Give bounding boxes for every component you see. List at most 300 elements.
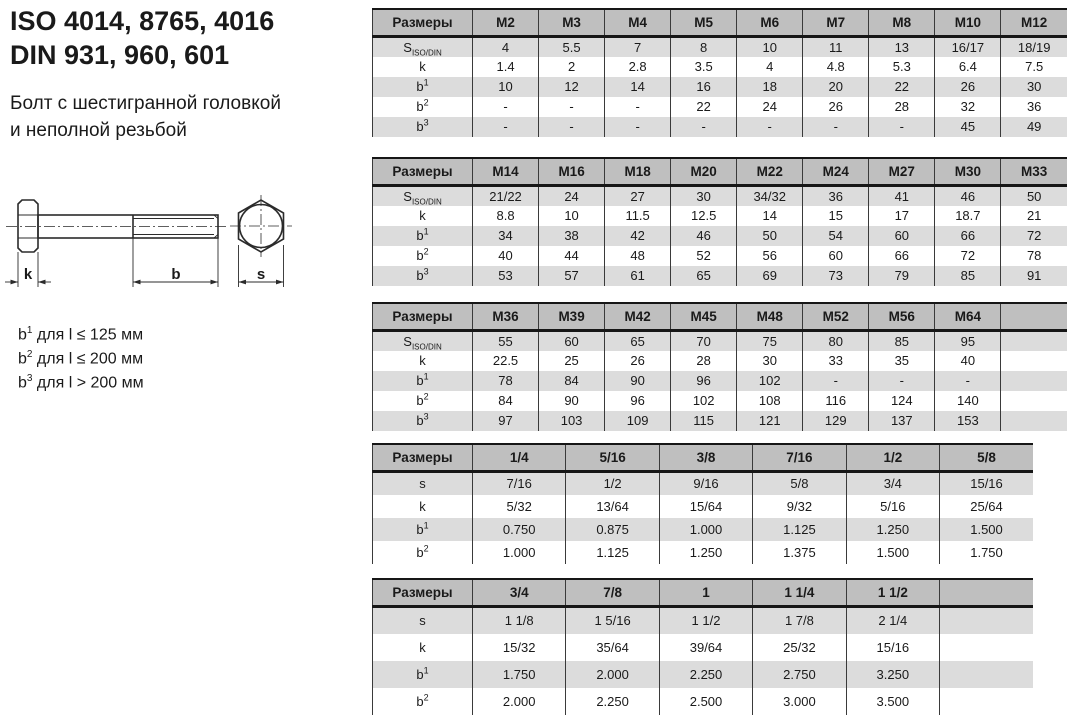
- value-cell: 129: [803, 411, 869, 431]
- table-row: [373, 117, 1067, 137]
- row-label: $b^2$: [373, 541, 473, 564]
- row-label: $b^2$: [373, 97, 473, 117]
- row-label: $b^2$: [373, 391, 473, 411]
- table-row: [373, 186, 1067, 206]
- table-row: [373, 37, 1067, 57]
- header-row: [373, 444, 1034, 472]
- size-header: M27: [869, 158, 935, 186]
- header-row: [373, 158, 1067, 186]
- size-header: 5/8: [940, 444, 1033, 472]
- value-cell: 27: [605, 186, 671, 206]
- table-row: [373, 351, 1067, 371]
- value-cell: 84: [473, 391, 539, 411]
- sizes-column-header: Размеры: [373, 158, 473, 186]
- value-cell: -: [935, 371, 1001, 391]
- value-cell: 55: [473, 331, 539, 351]
- size-header: [1001, 303, 1067, 331]
- value-cell: 108: [737, 391, 803, 411]
- bolt-side-view: [5, 200, 228, 287]
- value-cell: 39/64: [659, 634, 752, 661]
- value-cell: 6.4: [935, 57, 1001, 77]
- value-cell: -: [869, 117, 935, 137]
- value-cell: 10: [737, 37, 803, 57]
- row-label: k: [373, 634, 473, 661]
- value-cell: 80: [803, 331, 869, 351]
- value-cell: 90: [605, 371, 671, 391]
- value-cell: 73: [803, 266, 869, 286]
- size-header: M4: [605, 9, 671, 37]
- size-header: M52: [803, 303, 869, 331]
- dimension-k: [5, 252, 51, 287]
- row-label: k: [373, 351, 473, 371]
- value-cell: 109: [605, 411, 671, 431]
- value-cell: 0.750: [473, 518, 566, 541]
- value-cell: 35: [869, 351, 935, 371]
- value-cell: 36: [1026, 99, 1042, 114]
- value-cell: [1001, 391, 1067, 411]
- value-cell: 65: [671, 266, 737, 286]
- value-cell: 3.500: [846, 688, 939, 715]
- subtitle: [10, 90, 281, 144]
- size-header: 5/16: [566, 444, 659, 472]
- value-cell: 26: [803, 97, 869, 117]
- value-cell: 1.750: [473, 661, 566, 688]
- size-header: 1 1/4: [753, 579, 846, 607]
- value-cell: 66: [935, 226, 1001, 246]
- value-cell: 121: [737, 411, 803, 431]
- value-cell: 22.5: [473, 351, 539, 371]
- value-cell: 102: [737, 371, 803, 391]
- title-din: DIN 931, 960, 601: [10, 40, 230, 70]
- value-cell: 15/32: [473, 634, 566, 661]
- value-cell: 18: [737, 77, 803, 97]
- table-wrap-inch-large: [372, 578, 1033, 715]
- table-row: [373, 411, 1067, 431]
- size-header: 3/8: [659, 444, 752, 472]
- value-cell: 40: [473, 246, 539, 266]
- value-cell: -: [605, 97, 671, 117]
- value-cell: 34/32: [737, 186, 803, 206]
- size-header: M8: [869, 9, 935, 37]
- value-cell: 24: [737, 97, 803, 117]
- size-header: 1: [659, 579, 752, 607]
- value-cell: 90: [539, 391, 605, 411]
- value-cell: 102: [671, 391, 737, 411]
- value-cell: 1 7/8: [753, 607, 846, 634]
- row-label: $S_{ISO/DIN}$: [373, 186, 473, 206]
- value-cell: 30: [1026, 79, 1042, 94]
- value-cell: 53: [473, 266, 539, 286]
- value-cell: 15/16: [846, 634, 939, 661]
- value-cell: 25/64: [970, 498, 1003, 514]
- table-row: [373, 226, 1067, 246]
- bolt-technical-drawing: [0, 190, 340, 305]
- value-cell: 2.750: [753, 661, 846, 688]
- metric-table-m2-m12: [372, 8, 1067, 137]
- value-cell: 22: [869, 77, 935, 97]
- dimension-b: [133, 238, 218, 287]
- size-header: M36: [473, 303, 539, 331]
- row-label: $b^1$: [373, 518, 473, 541]
- value-cell: 15/64: [659, 495, 752, 518]
- table-row: [373, 266, 1067, 286]
- value-cell: 103: [539, 411, 605, 431]
- value-cell: 1/2: [566, 472, 659, 495]
- value-cell: [940, 688, 1033, 715]
- value-cell: 1.500: [846, 541, 939, 564]
- value-cell: 95: [935, 331, 1001, 351]
- value-cell: 49: [1026, 119, 1042, 134]
- value-cell: 8.8: [473, 206, 539, 226]
- value-cell: 1.250: [846, 518, 939, 541]
- value-cell: 72: [1026, 228, 1042, 243]
- value-cell: 8: [671, 37, 737, 57]
- value-cell: 2.500: [659, 688, 752, 715]
- value-cell: 28: [869, 97, 935, 117]
- sizes-column-header: Размеры: [373, 9, 473, 37]
- value-cell: 52: [671, 246, 737, 266]
- header-row: [373, 303, 1067, 331]
- value-cell: 35/64: [566, 634, 659, 661]
- title-iso: ISO 4014, 8765, 4016: [10, 6, 275, 36]
- value-cell: 1 1/8: [473, 607, 566, 634]
- value-cell: 2: [539, 57, 605, 77]
- value-cell: 70: [671, 331, 737, 351]
- value-cell: 79: [869, 266, 935, 286]
- size-header: M20: [671, 158, 737, 186]
- value-cell: [940, 607, 1033, 634]
- table-row: [373, 634, 1034, 661]
- value-cell: 50: [1026, 188, 1042, 204]
- footnote: $b^1$ для l ≤ 125 мм: [18, 325, 144, 344]
- value-cell: 72: [935, 246, 1001, 266]
- row-label: $b^2$: [373, 688, 473, 715]
- value-cell: 78: [473, 371, 539, 391]
- value-cell: 153: [935, 411, 1001, 431]
- row-label: $b^1$: [373, 661, 473, 688]
- value-cell: 36: [803, 186, 869, 206]
- size-header: M39: [539, 303, 605, 331]
- metric-table-m14-m33: [372, 157, 1067, 286]
- value-cell: 46: [935, 186, 1001, 206]
- value-cell: 1.250: [659, 541, 752, 564]
- bolt-end-view: [230, 195, 292, 287]
- subtitle-line-2: и неполной резьбой: [10, 120, 187, 141]
- value-cell: 16: [671, 77, 737, 97]
- table-wrap-m14-m33: [372, 157, 1067, 286]
- value-cell: -: [473, 97, 539, 117]
- value-cell: -: [671, 117, 737, 137]
- value-cell: 24: [539, 186, 605, 206]
- sizes-column-header: Размеры: [373, 444, 473, 472]
- value-cell: 1.000: [473, 541, 566, 564]
- value-cell: 5.3: [869, 57, 935, 77]
- value-cell: 41: [869, 186, 935, 206]
- size-header: 1 1/2: [846, 579, 939, 607]
- table-row: [373, 57, 1067, 77]
- value-cell: 2.000: [473, 688, 566, 715]
- value-cell: 2.000: [566, 661, 659, 688]
- value-cell: -: [539, 117, 605, 137]
- header-row: [373, 579, 1034, 607]
- value-cell: 5/32: [473, 495, 566, 518]
- row-label: $b^3$: [373, 411, 473, 431]
- value-cell: 4.8: [803, 57, 869, 77]
- value-cell: 60: [869, 226, 935, 246]
- value-cell: 56: [737, 246, 803, 266]
- value-cell: 21/22: [473, 186, 539, 206]
- value-cell: 85: [869, 331, 935, 351]
- value-cell: 116: [803, 391, 869, 411]
- value-cell: 26: [605, 351, 671, 371]
- value-cell: 45: [935, 117, 1001, 137]
- value-cell: 21: [1026, 208, 1042, 223]
- inch-table-threequarters-to-oneandhalf: [372, 578, 1033, 715]
- row-label: $S_{ISO/DIN}$: [373, 331, 473, 351]
- size-header: 7/8: [566, 579, 659, 607]
- value-cell: 1 1/2: [659, 607, 752, 634]
- value-cell: 78: [1026, 248, 1042, 263]
- value-cell: 2 1/4: [846, 607, 939, 634]
- value-cell: 75: [737, 331, 803, 351]
- value-cell: -: [803, 371, 869, 391]
- header-row: [373, 9, 1067, 37]
- metric-table-m36-m64: [372, 302, 1067, 431]
- value-cell: 12: [539, 77, 605, 97]
- value-cell: 1.000: [659, 518, 752, 541]
- size-header: M10: [935, 9, 1001, 37]
- value-cell: 25: [539, 351, 605, 371]
- value-cell: 1 5/16: [566, 607, 659, 634]
- footnotes: [18, 321, 144, 392]
- size-header: M42: [605, 303, 671, 331]
- row-label: $S_{ISO/DIN}$: [373, 37, 473, 57]
- size-header: 7/16: [753, 444, 846, 472]
- table-row: [373, 541, 1034, 564]
- size-header: 1/2: [846, 444, 939, 472]
- size-header: 1/4: [473, 444, 566, 472]
- value-cell: 5.5: [539, 37, 605, 57]
- value-cell: 40: [935, 351, 1001, 371]
- value-cell: 25/32: [753, 634, 846, 661]
- value-cell: 14: [737, 206, 803, 226]
- table-row: [373, 331, 1067, 351]
- value-cell: [1001, 351, 1067, 371]
- value-cell: 2.8: [605, 57, 671, 77]
- value-cell: 38: [539, 226, 605, 246]
- dim-label-k: k: [23, 266, 33, 283]
- size-header: M22: [737, 158, 803, 186]
- row-label: k: [373, 206, 473, 226]
- size-header: M6: [737, 9, 803, 37]
- sizes-column-header: Размеры: [373, 303, 473, 331]
- value-cell: 2.250: [659, 661, 752, 688]
- value-cell: 96: [671, 371, 737, 391]
- value-cell: 13: [869, 37, 935, 57]
- value-cell: 44: [539, 246, 605, 266]
- value-cell: 9/16: [659, 472, 752, 495]
- value-cell: 97: [473, 411, 539, 431]
- value-cell: 42: [605, 226, 671, 246]
- value-cell: 54: [803, 226, 869, 246]
- table-row: [373, 77, 1067, 97]
- size-header: 3/4: [473, 579, 566, 607]
- table-wrap-m2-m12: [372, 8, 1067, 137]
- table-row: [373, 607, 1034, 634]
- row-label: $b^3$: [373, 117, 473, 137]
- value-cell: 1.4: [473, 57, 539, 77]
- value-cell: 46: [671, 226, 737, 246]
- value-cell: 11: [803, 37, 869, 57]
- row-label: $b^2$: [373, 246, 473, 266]
- table-row: [373, 518, 1034, 541]
- value-cell: 4: [737, 57, 803, 77]
- value-cell: 1.500: [970, 521, 1003, 537]
- value-cell: 69: [737, 266, 803, 286]
- size-header: M2: [473, 9, 539, 37]
- value-cell: 3.250: [846, 661, 939, 688]
- subtitle-line-1: Болт с шестигранной головкой: [10, 93, 281, 114]
- value-cell: 57: [539, 266, 605, 286]
- value-cell: 7/16: [473, 472, 566, 495]
- table-row: [373, 206, 1067, 226]
- value-cell: 91: [1026, 268, 1042, 283]
- table-row: [373, 472, 1034, 495]
- value-cell: 30: [737, 351, 803, 371]
- size-header: M7: [803, 9, 869, 37]
- value-cell: 5/8: [753, 472, 846, 495]
- table-wrap-m36-m64: [372, 302, 1067, 431]
- value-cell: 3.000: [753, 688, 846, 715]
- row-label: s: [373, 607, 473, 634]
- inch-table-quarter-to-fiveeighths: [372, 443, 1033, 564]
- value-cell: [1001, 371, 1067, 391]
- value-cell: 96: [605, 391, 671, 411]
- value-cell: 34: [473, 226, 539, 246]
- size-header: M16: [539, 158, 605, 186]
- value-cell: 7: [605, 37, 671, 57]
- value-cell: 33: [803, 351, 869, 371]
- value-cell: 85: [935, 266, 1001, 286]
- value-cell: 30: [671, 186, 737, 206]
- value-cell: 7.5: [1025, 59, 1044, 74]
- dim-label-s: s: [256, 266, 266, 283]
- value-cell: 140: [935, 391, 1001, 411]
- value-cell: 50: [737, 226, 803, 246]
- value-cell: 12.5: [671, 206, 737, 226]
- bolt-head: [18, 200, 38, 252]
- table-row: [373, 371, 1067, 391]
- value-cell: 4: [473, 37, 539, 57]
- value-cell: 61: [605, 266, 671, 286]
- value-cell: 124: [869, 391, 935, 411]
- row-label: k: [373, 57, 473, 77]
- value-cell: -: [605, 117, 671, 137]
- value-cell: 32: [935, 97, 1001, 117]
- size-header: M64: [935, 303, 1001, 331]
- value-cell: 60: [539, 331, 605, 351]
- value-cell: -: [803, 117, 869, 137]
- table-row: [373, 688, 1034, 715]
- value-cell: 10: [539, 206, 605, 226]
- table-row: [373, 246, 1067, 266]
- value-cell: 18.7: [935, 206, 1001, 226]
- size-header: M12: [1001, 9, 1067, 37]
- value-cell: 3/4: [846, 472, 939, 495]
- value-cell: 66: [869, 246, 935, 266]
- value-cell: 65: [605, 331, 671, 351]
- row-label: $b^1$: [373, 226, 473, 246]
- value-cell: 13/64: [566, 495, 659, 518]
- size-header: M14: [473, 158, 539, 186]
- row-label: $b^3$: [373, 266, 473, 286]
- value-cell: [1001, 411, 1067, 431]
- value-cell: 9/32: [753, 495, 846, 518]
- size-header: M48: [737, 303, 803, 331]
- size-header: M45: [671, 303, 737, 331]
- value-cell: 18/19: [1017, 39, 1051, 55]
- row-label: s: [373, 472, 473, 495]
- value-cell: [1001, 331, 1067, 351]
- value-cell: 10: [473, 77, 539, 97]
- value-cell: -: [737, 117, 803, 137]
- value-cell: 15/16: [970, 476, 1003, 492]
- row-label: $b^1$: [373, 77, 473, 97]
- value-cell: -: [539, 97, 605, 117]
- value-cell: 1.125: [566, 541, 659, 564]
- footnote: $b^3$ для l > 200 мм: [18, 372, 144, 391]
- value-cell: 84: [539, 371, 605, 391]
- value-cell: 60: [803, 246, 869, 266]
- value-cell: 15: [803, 206, 869, 226]
- value-cell: 115: [671, 411, 737, 431]
- table-row: [373, 661, 1034, 688]
- size-header: M18: [605, 158, 671, 186]
- row-label: k: [373, 495, 473, 518]
- table-wrap-inch-small: [372, 443, 1033, 564]
- value-cell: -: [869, 371, 935, 391]
- value-cell: [940, 634, 1033, 661]
- dim-label-b: b: [171, 266, 181, 283]
- value-cell: 1.125: [753, 518, 846, 541]
- value-cell: 2.250: [566, 688, 659, 715]
- size-header: M56: [869, 303, 935, 331]
- size-header: M5: [671, 9, 737, 37]
- value-cell: 22: [671, 97, 737, 117]
- value-cell: 137: [869, 411, 935, 431]
- table-row: [373, 97, 1067, 117]
- size-header: [940, 579, 1033, 607]
- value-cell: 5/16: [846, 495, 939, 518]
- value-cell: 20: [803, 77, 869, 97]
- sizes-column-header: Размеры: [373, 579, 473, 607]
- value-cell: 28: [671, 351, 737, 371]
- value-cell: 11.5: [605, 206, 671, 226]
- table-row: [373, 495, 1034, 518]
- value-cell: 17: [869, 206, 935, 226]
- table-row: [373, 391, 1067, 411]
- value-cell: 1.375: [753, 541, 846, 564]
- footnote: $b^2$ для l ≤ 200 мм: [18, 348, 144, 368]
- title-block: [10, 4, 274, 72]
- row-label: $b^1$: [373, 371, 473, 391]
- value-cell: 0.875: [566, 518, 659, 541]
- value-cell: 16/17: [935, 37, 1001, 57]
- value-cell: 14: [605, 77, 671, 97]
- value-cell: 26: [935, 77, 1001, 97]
- value-cell: -: [473, 117, 539, 137]
- size-header: M33: [1001, 158, 1067, 186]
